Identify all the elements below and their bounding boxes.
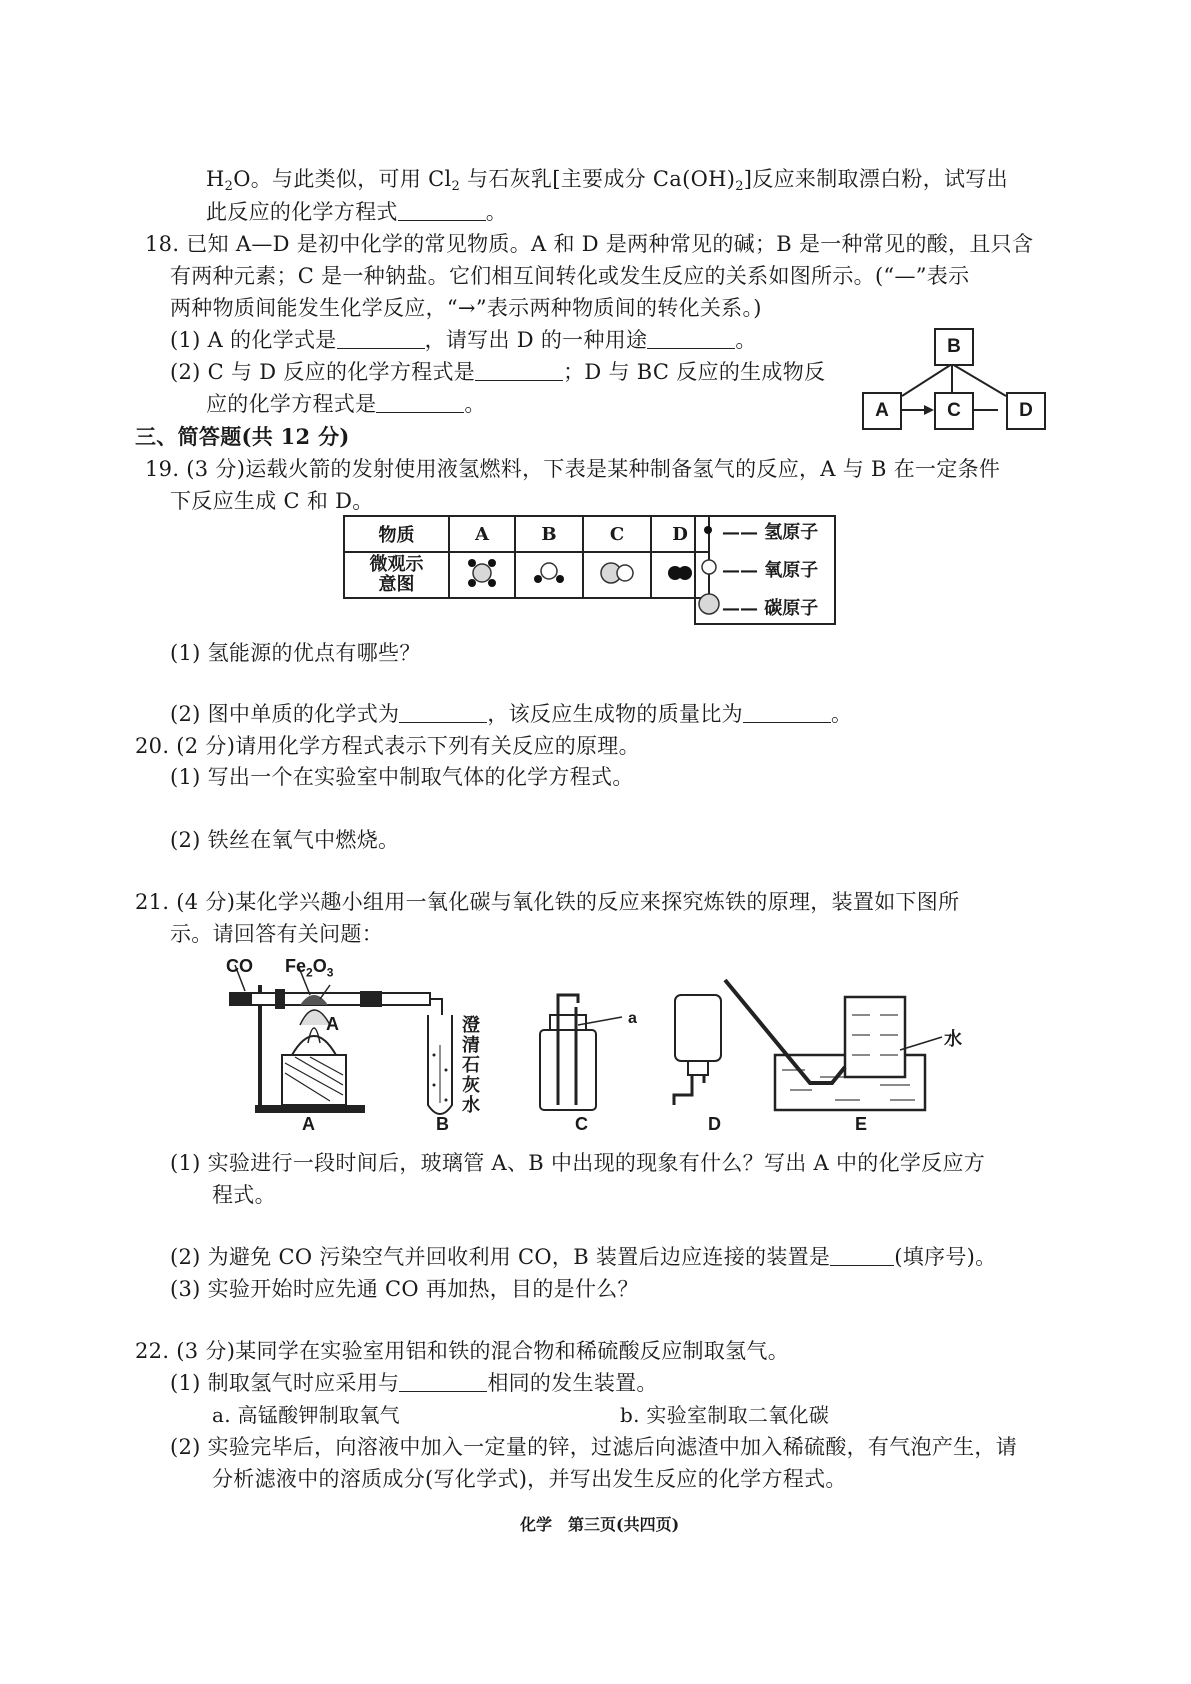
apparatus-label-c: C: [575, 1114, 588, 1134]
table-header: 物质: [344, 516, 449, 552]
row-label: 微观示 意图: [344, 552, 449, 598]
table-header: C: [583, 516, 651, 552]
answer-blank[interactable]: [399, 704, 487, 723]
q21-sub-3: (3) 实验开始时应先通 CO 再加热，目的是什么？: [170, 1277, 639, 1301]
molecule-a-icon: [449, 552, 515, 598]
label-fe2o3: $Fe_2O_3$: [285, 956, 334, 980]
q19-sub-1: (1) 氢能源的优点有哪些？: [170, 641, 421, 665]
legend-oxygen: —— 氧原子: [722, 560, 819, 581]
q21-line-1: 21. (4 分)某化学兴趣小组用一氧化碳与氧化铁的反应来探究炼铁的原理，装置如下图所: [135, 890, 960, 914]
table-header: B: [515, 516, 583, 552]
answer-blank[interactable]: [647, 330, 735, 349]
answer-blank[interactable]: [475, 362, 563, 381]
box-d: D: [1006, 392, 1046, 430]
label-tube-a: A: [326, 1014, 339, 1034]
answer-blank[interactable]: [830, 1247, 894, 1266]
q21-sub-1a: (1) 实验进行一段时间后，玻璃管 A、B 中出现的现象有什么？写出 A 中的化学反应方: [170, 1151, 986, 1175]
q22-option-a: a. 高锰酸钾制取氧气: [212, 1403, 400, 1427]
q17-line-1: $H_2O$。与此类似，可用 $Cl_2$ 与石灰乳[主要成分 $Ca(OH)_2$]反应来制取漂白粉，试写出: [206, 167, 1008, 194]
answer-blank[interactable]: [376, 394, 464, 413]
molecule-b-icon: [515, 552, 583, 598]
q17-line-2: 此反应的化学方程式 。: [206, 200, 508, 224]
apparatus-label-d: D: [708, 1114, 721, 1134]
label-limewater: 澄 清 石 灰 水: [462, 1015, 480, 1116]
label-water: 水: [944, 1029, 962, 1050]
hydrogen-atom-icon: [700, 522, 716, 538]
q18-line-3: 两种物质间能发生化学反应，“→”表示两种物质间的转化关系。): [170, 296, 762, 320]
q22-option-b: b. 实验室制取二氧化碳: [620, 1403, 830, 1427]
section-heading: 三、简答题(共 12 分): [135, 424, 350, 449]
table-header: A: [449, 516, 515, 552]
q18-sub-1: (1) A 的化学式是 ，请写出 D 的一种用途 。: [170, 328, 757, 352]
q21-line-2: 示。请回答有关问题：: [170, 922, 383, 946]
box-b: B: [934, 328, 974, 366]
q20-line-1: 20. (2 分)请用化学方程式表示下列有关反应的原理。: [135, 734, 640, 758]
legend-hydrogen: —— 氢原子: [722, 522, 819, 543]
molecule-table: [343, 515, 710, 599]
q19-line-2: 下反应生成 C 和 D。: [170, 489, 374, 513]
q21-sub-2: (2) 为避免 CO 污染空气并回收利用 CO，B 装置后边应连接的装置是 (填序号)。: [170, 1245, 997, 1269]
q19-line-1: 19. (3 分)运载火箭的发射使用液氢燃料，下表是某种制备氢气的反应，A 与 B 在一定条件: [145, 457, 1001, 481]
legend-carbon: —— 碳原子: [722, 598, 819, 619]
answer-blank[interactable]: [398, 202, 486, 221]
molecule-c-icon: [583, 552, 651, 598]
page-footer: 化学 第三页(共四页): [520, 1515, 680, 1534]
q20-sub-1: (1) 写出一个在实验室中制取气体的化学方程式。: [170, 765, 634, 789]
apparatus-label-b: B: [436, 1114, 449, 1134]
q18-line-2: 有两种元素；C 是一种钠盐。它们相互间转化或发生反应的关系如图所示。(“—”表示: [170, 264, 970, 288]
q18-sub-3: 应的化学方程式是 。: [206, 392, 486, 416]
q22-sub-1: (1) 制取氢气时应采用与 相同的发生装置。: [170, 1371, 658, 1395]
q22-sub-2a: (2) 实验完毕后，向溶液中加入一定量的锌，过滤后向滤渣中加入稀硫酸，有气泡产生，请: [170, 1435, 1018, 1459]
answer-blank[interactable]: [743, 704, 831, 723]
q18-sub-2: (2) C 与 D 反应的化学方程式是 ；D 与 BC 反应的生成物反: [170, 360, 826, 384]
q19-sub-2: (2) 图中单质的化学式为 ，该反应生成物的质量比为 。: [170, 702, 853, 726]
apparatus-figure: [220, 955, 1000, 1140]
q21-sub-1b: 程式。: [212, 1183, 276, 1207]
apparatus-label-a: A: [302, 1114, 315, 1134]
carbon-atom-icon: [697, 592, 721, 616]
label-side-a: a: [628, 1010, 637, 1027]
box-c: C: [934, 392, 974, 430]
q22-sub-2b: 分析滤液中的溶质成分(写化学式)，并写出发生反应的化学方程式。: [212, 1467, 847, 1491]
answer-blank[interactable]: [399, 1373, 487, 1392]
q18-line-1: 18. 已知 A—D 是初中化学的常见物质。A 和 D 是两种常见的碱；B 是一种常见的酸，且只含: [145, 232, 1034, 256]
q22-line-1: 22. (3 分)某同学在实验室用铝和铁的混合物和稀硫酸反应制取氢气。: [135, 1339, 789, 1363]
answer-blank[interactable]: [337, 330, 425, 349]
table-header: D: [651, 516, 709, 552]
box-a: A: [862, 392, 902, 430]
apparatus-label-e: E: [855, 1114, 868, 1134]
q20-sub-2: (2) 铁丝在氧气中燃烧。: [170, 828, 400, 852]
oxygen-atom-icon: [700, 558, 718, 576]
label-co: CO: [226, 956, 253, 976]
